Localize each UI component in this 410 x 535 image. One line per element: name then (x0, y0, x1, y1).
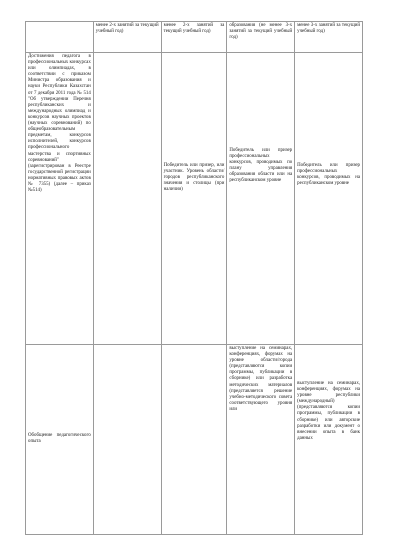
header-cell-3: менее 2-х занятий за текущий учебный год) (161, 22, 227, 53)
criteria-table (25, 21, 363, 535)
header-cell-4: образования (не менее 3-х занятий за текущий учебный год) (227, 22, 295, 53)
row2-cell-2 (93, 345, 161, 535)
row2-cell-5: выступление на семинарах, конференциях, форумах на уровне республики (международный) (представляются копии программы, публикации в сборнике) или авторские разработки или документ о внесении опыта в банк данных (295, 345, 363, 535)
header-cell-1 (26, 22, 94, 53)
row2-cell-4: выступление на семинарах, конференциях, форумах на уровне области/города (представляются копии программы, публикации в сборнике) или разработка методических материалов (представляется решение учебно-методического совета соответствующего уровня или (227, 345, 295, 535)
table-row (26, 53, 363, 345)
header-cell-2: менее 2-х занятий за текущий учебный год) (93, 22, 161, 53)
header-cell-5: менее 3-х занятий за текущий учебный год) (295, 22, 363, 53)
row2-cell-3 (161, 345, 227, 535)
row1-cell-3: Победитель или призер, или участник. Уровень области/ городов республиканского значения и столицы (при наличии) (161, 53, 227, 345)
row1-cell-5: Победитель или призер профессиональных конкурсов, проводимых на республиканском уровне (295, 53, 363, 345)
row1-cell-4: Победитель или призер профессиональных конкурсов, проводимых по плану управления образования области или на республиканском уровне (227, 53, 295, 345)
criterion-cell-achievements: Достижения педагога в профессиональных конкурсах или олимпиадах, в соответствии с приказом Министра образования и науки Республики Казахстан от 7 декабря 2011 года № 514 "Об утверждении Перечня республиканских и международных олимпиад и конкурсов научных проектов (научных соревнований) по общеобразовательным предметам, конкурсов исполнителей, конкурсов профессионального мастерства и спортивных соревнований" (зарегистрирован в Реестре государственной регистрации нормативных правовых актов № 7355) (далее – приказ №514) (26, 53, 94, 345)
criterion-cell-experience: Обобщение педагогического опыта (26, 345, 94, 535)
row1-cell-2 (93, 53, 161, 345)
table-header-row (26, 22, 363, 53)
table-row (26, 345, 363, 535)
